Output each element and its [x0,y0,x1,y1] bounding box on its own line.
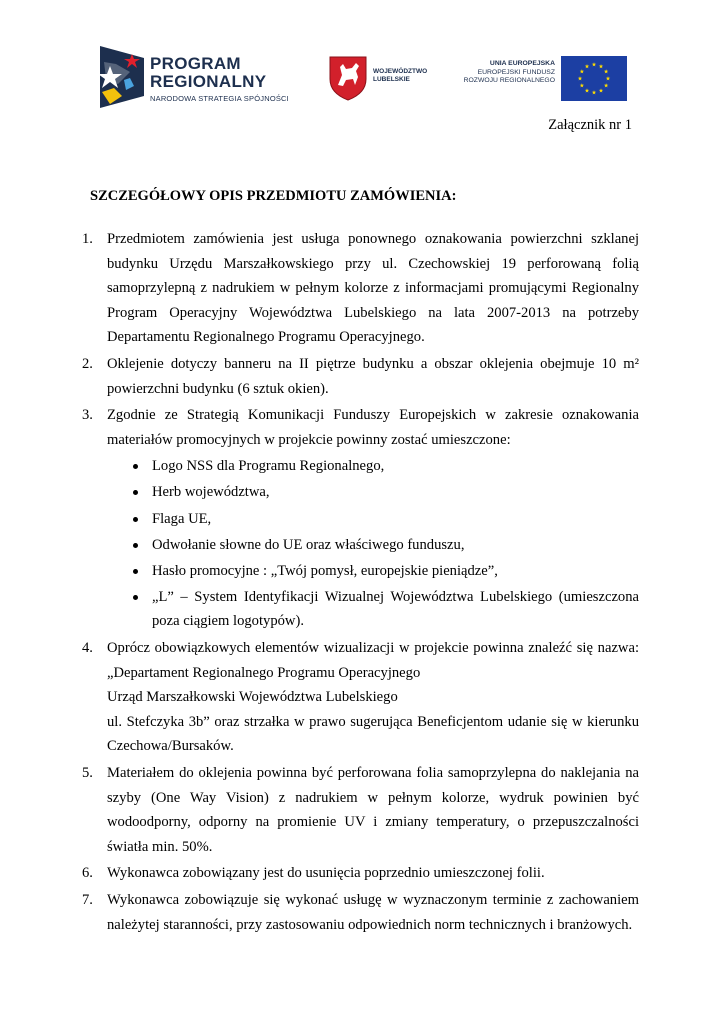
item-number: 3. [82,407,93,424]
item-text: Wykonawca zobowiązany jest do usunięcia poprzednio umieszczonej folii. [107,865,545,882]
program-regionalny-emblem-icon [96,44,148,112]
bullet-icon [133,490,138,495]
list-item [82,403,639,634]
item-text: Materiałem do oklejenia powinna być perforowana folia samoprzylepna do naklejania na szyby (One Way Vision) z nadrukiem w pełnym kolorze, wydruk powinien być wodoodporny, odporny na promienie UV i zmiany temperatury, o przepuszczalności światła min. 50%. [107,764,639,855]
wojewodztwo-logo-text: WOJEWÓDZTWO LUBELSKIE [373,68,428,83]
bullet-item: Hasło promocyjne : „Twój pomysł, europejskie pieniądze”, [127,559,639,584]
bullet-item: Logo NSS dla Programu Regionalnego, [127,454,639,479]
bullet-item: Odwołanie słowne do UE oraz właściwego funduszu, [127,533,639,558]
item-number: 2. [82,355,93,372]
list-item [82,352,639,401]
bullet-icon [133,569,138,574]
program-regionalny-logo [96,44,306,114]
program-logo-title: PROGRAM REGIONALNY [150,54,267,91]
list-item [82,761,639,859]
bullet-icon [133,517,138,522]
document-title: SZCZEGÓŁOWY OPIS PRZEDMIOTU ZAMÓWIENIA: [90,188,457,204]
item-text: Przedmiotem zamówienia jest usługa ponownego oznakowania powierzchni szklanej budynku Urzędu Marszałkowskiego przy ul. Czechowskiej 19 perforowaną folią samoprzylepną z nadrukiem w pełnym kolorze z informacjami promującymi Regionalny Program Operacyjny Województwa Lubelskiego na lata 2007-2013 na potrzeby Departamentu Regionalnego Programu Operacyjnego. [107,231,639,346]
bullet-item: Herb województwa, [127,480,639,505]
lubelskie-crest-icon [328,55,368,101]
bullet-icon [133,543,138,548]
eu-flag-icon [561,56,627,101]
item-number: 7. [82,891,93,908]
bullet-item: Flaga UE, [127,507,639,532]
item-number: 1. [82,231,93,247]
item-number: 4. [82,640,93,656]
item-text: Oklejenie dotyczy banneru na II piętrze budynku a obszar oklejenia obejmuje 10 m² powierzchni budynku (6 sztuk okien). [107,355,639,397]
item-text: Wykonawca zobowiązuje się wykonać usługę w wyznaczonym terminie z zachowaniem należytej staranności, przy zastosowaniu odpowiednich norm technicznych i branżowych. [107,891,639,933]
eu-fund-logo-text: UNIA EUROPEJSKA EUROPEJSKI FUNDUSZ ROZWOJU REGIONALNEGO [463,60,555,84]
item-text: Oprócz obowiązkowych elementów wizualizacji w projekcie powinna znaleźć się nazwa: „Departament Regionalnego Programu Operacyjnego Urząd Marszałkowski Województwa Lubelskiego ul. Stefczyka 3b” oraz strzałka w prawo sugerująca Beneficjentom udanie się w kierunku Czechowa/Bursaków. [107,640,639,755]
item-number: 6. [82,865,93,882]
bullet-icon [133,595,138,600]
program-logo-subtitle: NARODOWA STRATEGIA SPÓJNOŚCI [150,94,289,103]
list-item [82,861,639,886]
item-number: 5. [82,764,93,781]
wojewodztwo-lubelskie-logo [328,55,438,105]
list-item [82,636,639,759]
list-item [82,888,639,937]
required-elements-list [107,454,639,634]
bullet-item: „L” – System Identyfikacji Wizualnej Województwa Lubelskiego (umieszczona poza ciągiem logotypów). [127,585,639,634]
requirements-list [82,227,639,939]
bullet-icon [133,464,138,469]
attachment-label: Załącznik nr 1 [548,117,632,133]
list-item [82,227,639,350]
item-text: Zgodnie ze Strategią Komunikacji Funduszy Europejskich w zakresie oznakowania materiałów promocyjnych w projekcie powinny zostać umieszczone: [107,407,639,448]
